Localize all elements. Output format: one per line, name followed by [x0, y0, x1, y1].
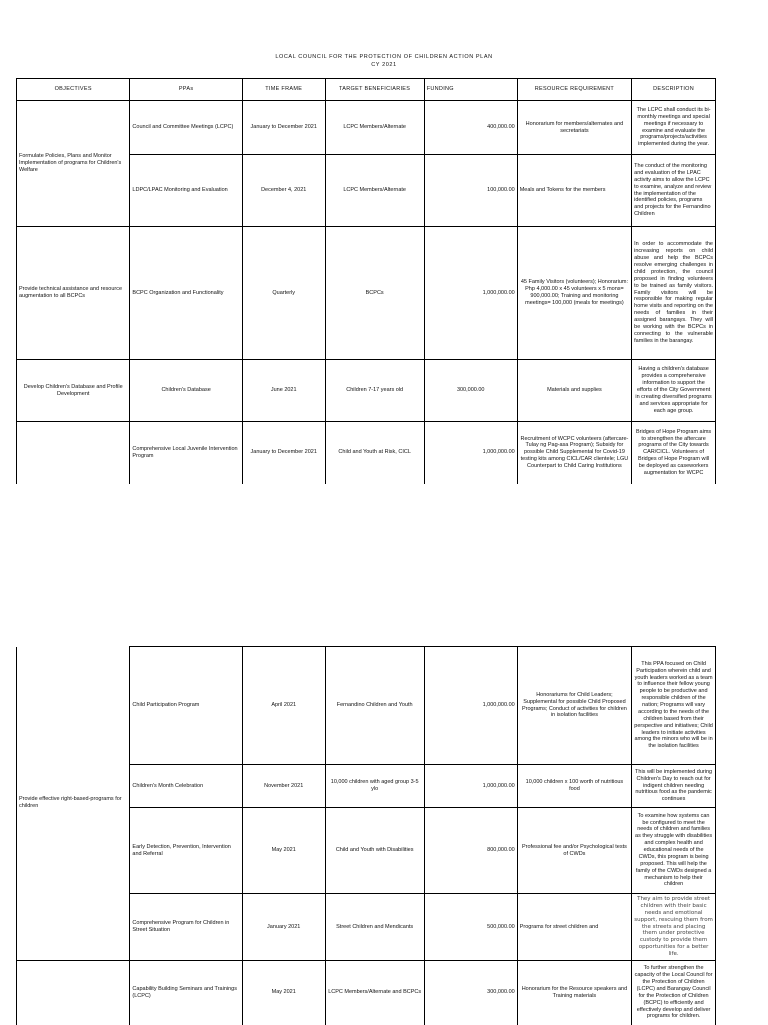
description-cell: This will be implemented during Children's Day to reach out for indigent children needing nutritious food as the pandemic continues	[632, 765, 716, 808]
description-cell: To further strengthen the capacity of the Local Council for the Protection of Children (LCPC) and Barangay Council for the Protection of Children (BCPC) to efficiently and effectively develop and deliver programs for children.	[632, 961, 716, 1025]
table-row	[17, 647, 716, 765]
funding-cell: 800,000.00	[424, 808, 517, 894]
resource-cell: Honorariums for Child Leaders; Supplemental for possible Child Proposed Programs; Conduct of activities for children in isolation facilities	[517, 647, 631, 765]
document-subtitle: CY 2021	[371, 62, 397, 68]
column-header-target-beneficiaries: TARGET BENEFICIARIES	[325, 79, 424, 101]
description-cell: This PPA focused on Child Participation wherein child and youth leaders worked as a team to influence their fellow young people to be productive and responsible children of the nation; Programs will vary according to the needs of the children based from their perspective and initiatives; Child leaders to initiate activities among the minors who will be in the isolation facilities	[632, 647, 716, 765]
target-cell: Child and Youth with Disabilities	[325, 808, 424, 894]
ppa-cell: Council and Committee Meetings (LCPC)	[130, 101, 242, 155]
description-cell: To examine how systems can be configured to meet the needs of children and families as they struggle with disabilities and complex health and educational needs of the CWDs, this program is being proposed. This will help the family of the CWDs designed a mechanism to help their children	[632, 808, 716, 894]
table-row	[17, 961, 716, 1025]
ppa-cell: Children's Database	[130, 360, 242, 422]
resource-cell: Programs for street children and	[517, 894, 631, 961]
table-row	[17, 101, 716, 155]
column-header-funding: FUNDING	[424, 79, 517, 101]
target-cell: Fernandino Children and Youth	[325, 647, 424, 765]
description-cell: In order to accommodate the increasing reports on child abuse and help the BCPCs resolve emerging challenges in child protection, the council proposed in finding volunteers to be trained as family visitors. Family visitors will be responsible for making regular home visits and reporting on the needs of families in their assigned barangays. They will be working with the BCPCs in connecting to the vulnerable families in the barangay.	[632, 227, 716, 360]
target-cell: Children 7-17 years old	[325, 360, 424, 422]
table-row	[17, 422, 716, 484]
resource-cell: Professional fee and/or Psychological tests of CWDs	[517, 808, 631, 894]
time-frame-cell: November 2021	[242, 765, 325, 808]
funding-cell: 1,000,000.00	[424, 647, 517, 765]
target-cell: LCPC Members/Alternate and BCPCs	[325, 961, 424, 1025]
resource-cell: Materials and supplies	[517, 360, 631, 422]
resource-cell: Honorarium for the Resource speakers and Training materials	[517, 961, 631, 1025]
ppa-cell: BCPC Organization and Functionality	[130, 227, 242, 360]
target-cell: Street Children and Mendicants	[325, 894, 424, 961]
resource-cell: Meals and Tokens for the members	[517, 155, 631, 227]
ppa-cell: Capability Building Seminars and Trainings (LCPC)	[130, 961, 242, 1025]
target-cell: LCPC Members/Alternate	[325, 155, 424, 227]
funding-cell: 1,000,000.00	[424, 765, 517, 808]
description-cell: The conduct of the monitoring and evaluation of the LPAC activity aims to allow the LCPC to examine, analyze and review the implementation of the identified policies, programs and projects for the Fernandino Children	[632, 155, 716, 227]
resource-cell: Honorarium for members/alternates and secretariats	[517, 101, 631, 155]
time-frame-cell: May 2021	[242, 961, 325, 1025]
funding-cell: 500,000.00	[424, 894, 517, 961]
objective-cell	[17, 422, 130, 484]
resource-cell: Recruitment of WCPC volunteers (aftercare-Tulay ng Pag-asa Program); Subsidy for possible Child Supplemental for Covid-19 testing kits among CICL/CAR clientele; LGU Counterpart to Child Caring Institutions	[517, 422, 631, 484]
column-header-description: DESCRIPTION	[632, 79, 716, 101]
target-cell: BCPCs	[325, 227, 424, 360]
action-plan-table-page2	[16, 646, 716, 1025]
description-cell: Having a children's database provides a comprehensive information to support the efforts of the City Government in creating diversified programs and services appropriate for each age group.	[632, 360, 716, 422]
objective-cell: Formulate Policies, Plans and Monitor Implementation of programs for Children's Welfare	[17, 101, 130, 227]
resource-cell: 10,000 children x 100 worth of nutritious food	[517, 765, 631, 808]
column-header-objectives: OBJECTIVES	[17, 79, 130, 101]
time-frame-cell: April 2021	[242, 647, 325, 765]
objective-cell	[17, 961, 130, 1025]
ppa-cell: Early Detection, Prevention, Intervention and Referral	[130, 808, 242, 894]
funding-cell: 300,000.00	[424, 360, 517, 422]
time-frame-cell: Quarterly	[242, 227, 325, 360]
time-frame-cell: May 2021	[242, 808, 325, 894]
time-frame-cell: June 2021	[242, 360, 325, 422]
objective-cell: Provide effective right-based-programs for children	[17, 647, 130, 961]
time-frame-cell: January to December 2021	[242, 101, 325, 155]
ppa-cell: Children's Month Celebration	[130, 765, 242, 808]
ppa-cell: Child Participation Program	[130, 647, 242, 765]
column-header-time-frame: TIME FRAME	[242, 79, 325, 101]
target-cell: 10,000 children with aged group 3-5 ylo	[325, 765, 424, 808]
time-frame-cell: January to December 2021	[242, 422, 325, 484]
objective-cell: Provide technical assistance and resource augmentation to all BCPCs	[17, 227, 130, 360]
funding-cell: 400,000.00	[424, 101, 517, 155]
column-header-resource-requirement: RESOURCE REQUIREMENT	[517, 79, 631, 101]
column-header-ppas: PPAs	[130, 79, 242, 101]
target-cell: LCPC Members/Alternate	[325, 101, 424, 155]
header-row	[17, 79, 716, 101]
ppa-cell: LDPC/LPAC Monitoring and Evaluation	[130, 155, 242, 227]
time-frame-cell: January 2021	[242, 894, 325, 961]
resource-cell: 45 Family Visitors (volunteers); Honorarium: Php 4,000.00 x 45 volunteers x 5 mons= 900,000.00; Training and monitoring meetings= 100,000 (meals for meetings)	[517, 227, 631, 360]
description-cell: They aim to provide street children with their basic needs and emotional support, rescuing them from the streets and placing them under protective custody to provide them opportunities for a better life.	[632, 894, 716, 961]
time-frame-cell: December 4, 2021	[242, 155, 325, 227]
description-cell: Bridges of Hope Program aims to strengthen the aftercare programs of the City towards CAR/CICL. Volunteers of Bridges of Hope Program will be deployed as caseworkers augmentation for WCPC	[632, 422, 716, 484]
ppa-cell: Comprehensive Local Juvenile Intervention Program	[130, 422, 242, 484]
action-plan-table-page1	[16, 78, 716, 484]
target-cell: Child and Youth at Risk, CICL	[325, 422, 424, 484]
table-row	[17, 227, 716, 360]
objective-cell: Develop Children's Database and Profile Development	[17, 360, 130, 422]
ppa-cell: Comprehensive Program for Children in Street Situation	[130, 894, 242, 961]
funding-cell: 300,000.00	[424, 961, 517, 1025]
funding-cell: 1,000,000.00	[424, 227, 517, 360]
funding-cell: 1,000,000.00	[424, 422, 517, 484]
description-cell: The LCPC shall conduct its bi-monthly meetings and special meetings if necessary to examine and evaluate the programs/projects/activities implemented during the year.	[632, 101, 716, 155]
funding-cell: 100,000.00	[424, 155, 517, 227]
table-row	[17, 360, 716, 422]
document-title: LOCAL COUNCIL FOR THE PROTECTION OF CHILDREN ACTION PLAN	[275, 54, 493, 60]
